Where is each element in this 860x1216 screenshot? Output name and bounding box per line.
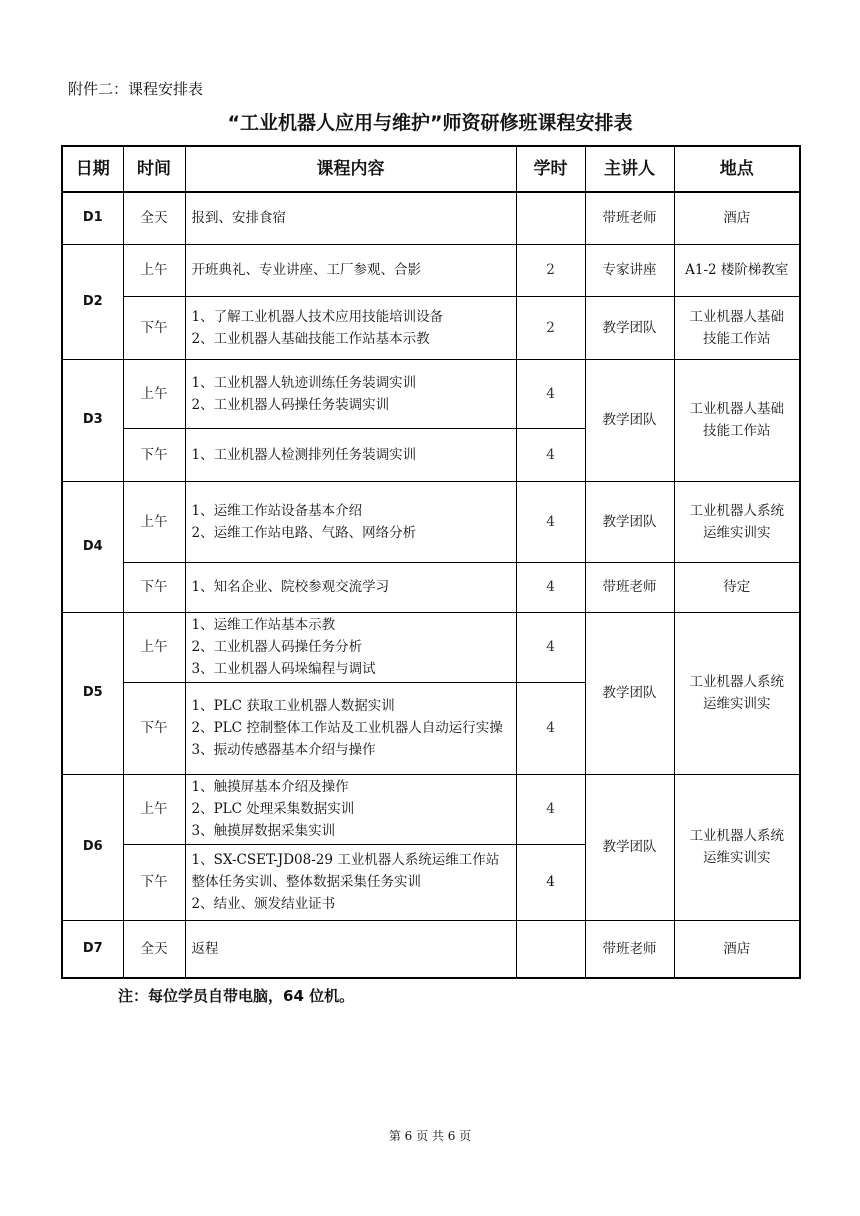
table-row [62,920,800,978]
content-cell [185,428,516,481]
table-row [62,244,800,296]
content-cell [185,562,516,612]
time-cell: 下午 [123,428,185,481]
content-line: 1、知名企业、院校参观交流学习 [191,579,390,595]
content-line: 3、振动传感器基本介绍与操作 [191,742,376,758]
hours-cell: 4 [516,562,585,612]
content-line: 2、结业、颁发结业证书 [191,896,336,912]
content-cell [185,359,516,428]
content-line: 3、触摸屏数据采集实训 [191,823,336,839]
hours-cell: 4 [516,612,585,682]
content-line: 2、工业机器人码操任务装调实训 [191,396,390,413]
time-cell: 下午 [123,844,185,920]
content-line: 1、触摸屏基本介绍及操作 [191,779,349,795]
table-header-row [62,146,800,192]
content-line: 1、运维工作站设备基本介绍 [191,502,363,519]
content-line: 1、了解工业机器人技术应用技能培训设备 [191,308,444,325]
header-lecturer: 主讲人 [585,146,674,192]
content-line: 开班典礼、专业讲座、工厂参观、合影 [191,262,421,278]
content-line: 2、PLC 处理采集数据实训 [191,801,355,817]
hours-cell: 4 [516,774,585,844]
note: 注：每位学员自带电脑，64 位机。 [118,987,355,1005]
table-row [62,774,800,844]
day-cell: D2 [62,244,123,359]
location-cell: 工业机器人基础技能工作站 [674,296,800,359]
header-time: 时间 [123,146,185,192]
content-line: 1、PLC 获取工业机器人数据实训 [191,698,395,714]
day-cell: D4 [62,481,123,612]
content-line: 1、工业机器人轨迹训练任务装调实训 [191,374,417,391]
location-cell: 酒店 [674,192,800,244]
content-cell [185,920,516,978]
lecturer-cell: 带班老师 [585,920,674,978]
schedule-table [61,145,801,979]
content-line: 2、PLC 控制整体工作站及工业机器人自动运行实操 [191,720,503,736]
lecturer-cell: 教学团队 [585,774,674,920]
hours-cell: 4 [516,359,585,428]
content-cell [185,682,516,774]
lecturer-cell: 教学团队 [585,612,674,774]
location-cell: 工业机器人系统运维实训实 [674,612,800,774]
hours-cell: 2 [516,244,585,296]
hours-cell: 2 [516,296,585,359]
hours-cell: 4 [516,682,585,774]
content-cell [185,774,516,844]
content-line: 1、运维工作站基本示教 [191,617,336,633]
time-cell: 上午 [123,359,185,428]
location-cell: 待定 [674,562,800,612]
time-cell: 下午 [123,682,185,774]
content-line: 1、工业机器人检测排列任务装调实训 [191,446,417,463]
hours-cell: 4 [516,481,585,562]
content-cell [185,612,516,682]
table-row [62,359,800,428]
time-cell: 下午 [123,562,185,612]
header-hours: 学时 [516,146,585,192]
content-cell [185,192,516,244]
time-cell: 上午 [123,244,185,296]
time-cell: 上午 [123,774,185,844]
table-row [62,481,800,562]
time-cell: 全天 [123,192,185,244]
content-line: 2、运维工作站电路、气路、网络分析 [191,524,417,541]
header-location: 地点 [674,146,800,192]
day-cell: D3 [62,359,123,481]
day-cell: D5 [62,612,123,774]
lecturer-cell: 教学团队 [585,359,674,481]
table-row [62,562,800,612]
lecturer-cell: 带班老师 [585,192,674,244]
day-cell: D7 [62,920,123,978]
document-title: “工业机器人应用与维护”师资研修班课程安排表 [227,112,633,134]
content-line: 3、工业机器人码垛编程与调试 [191,661,376,677]
content-line: 2、工业机器人码操任务分析 [191,639,363,655]
content-cell [185,844,516,920]
location-cell: 工业机器人系统运维实训实 [674,481,800,562]
content-cell [185,481,516,562]
attachment-label: 附件二：课程安排表 [68,80,204,98]
location-cell: 工业机器人系统运维实训实 [674,774,800,920]
content-line: 2、工业机器人基础技能工作站基本示教 [191,330,430,347]
content-line: 1、SX-CSET-JD08-29 工业机器人系统运维工作站整体任务实训、整体数据采集任务实训 [191,852,500,890]
time-cell: 下午 [123,296,185,359]
location-cell: 工业机器人基础技能工作站 [674,359,800,481]
location-cell: 酒店 [674,920,800,978]
day-cell: D6 [62,774,123,920]
content-cell [185,296,516,359]
location-cell: A1-2 楼阶梯教室 [674,244,800,296]
header-date: 日期 [62,146,123,192]
content-line: 报到、安排食宿 [191,210,286,227]
hours-cell [516,192,585,244]
hours-cell: 4 [516,428,585,481]
header-content: 课程内容 [185,146,516,192]
time-cell: 全天 [123,920,185,978]
lecturer-cell: 专家讲座 [585,244,674,296]
time-cell: 上午 [123,612,185,682]
content-line: 返程 [191,940,219,957]
table-row [62,612,800,682]
hours-cell [516,920,585,978]
content-cell [185,244,516,296]
day-cell: D1 [62,192,123,244]
table-row [62,192,800,244]
time-cell: 上午 [123,481,185,562]
lecturer-cell: 教学团队 [585,296,674,359]
lecturer-cell: 教学团队 [585,481,674,562]
table-row [62,296,800,359]
lecturer-cell: 带班老师 [585,562,674,612]
page-footer: 第 6 页 共 6 页 [388,1129,472,1143]
hours-cell: 4 [516,844,585,920]
